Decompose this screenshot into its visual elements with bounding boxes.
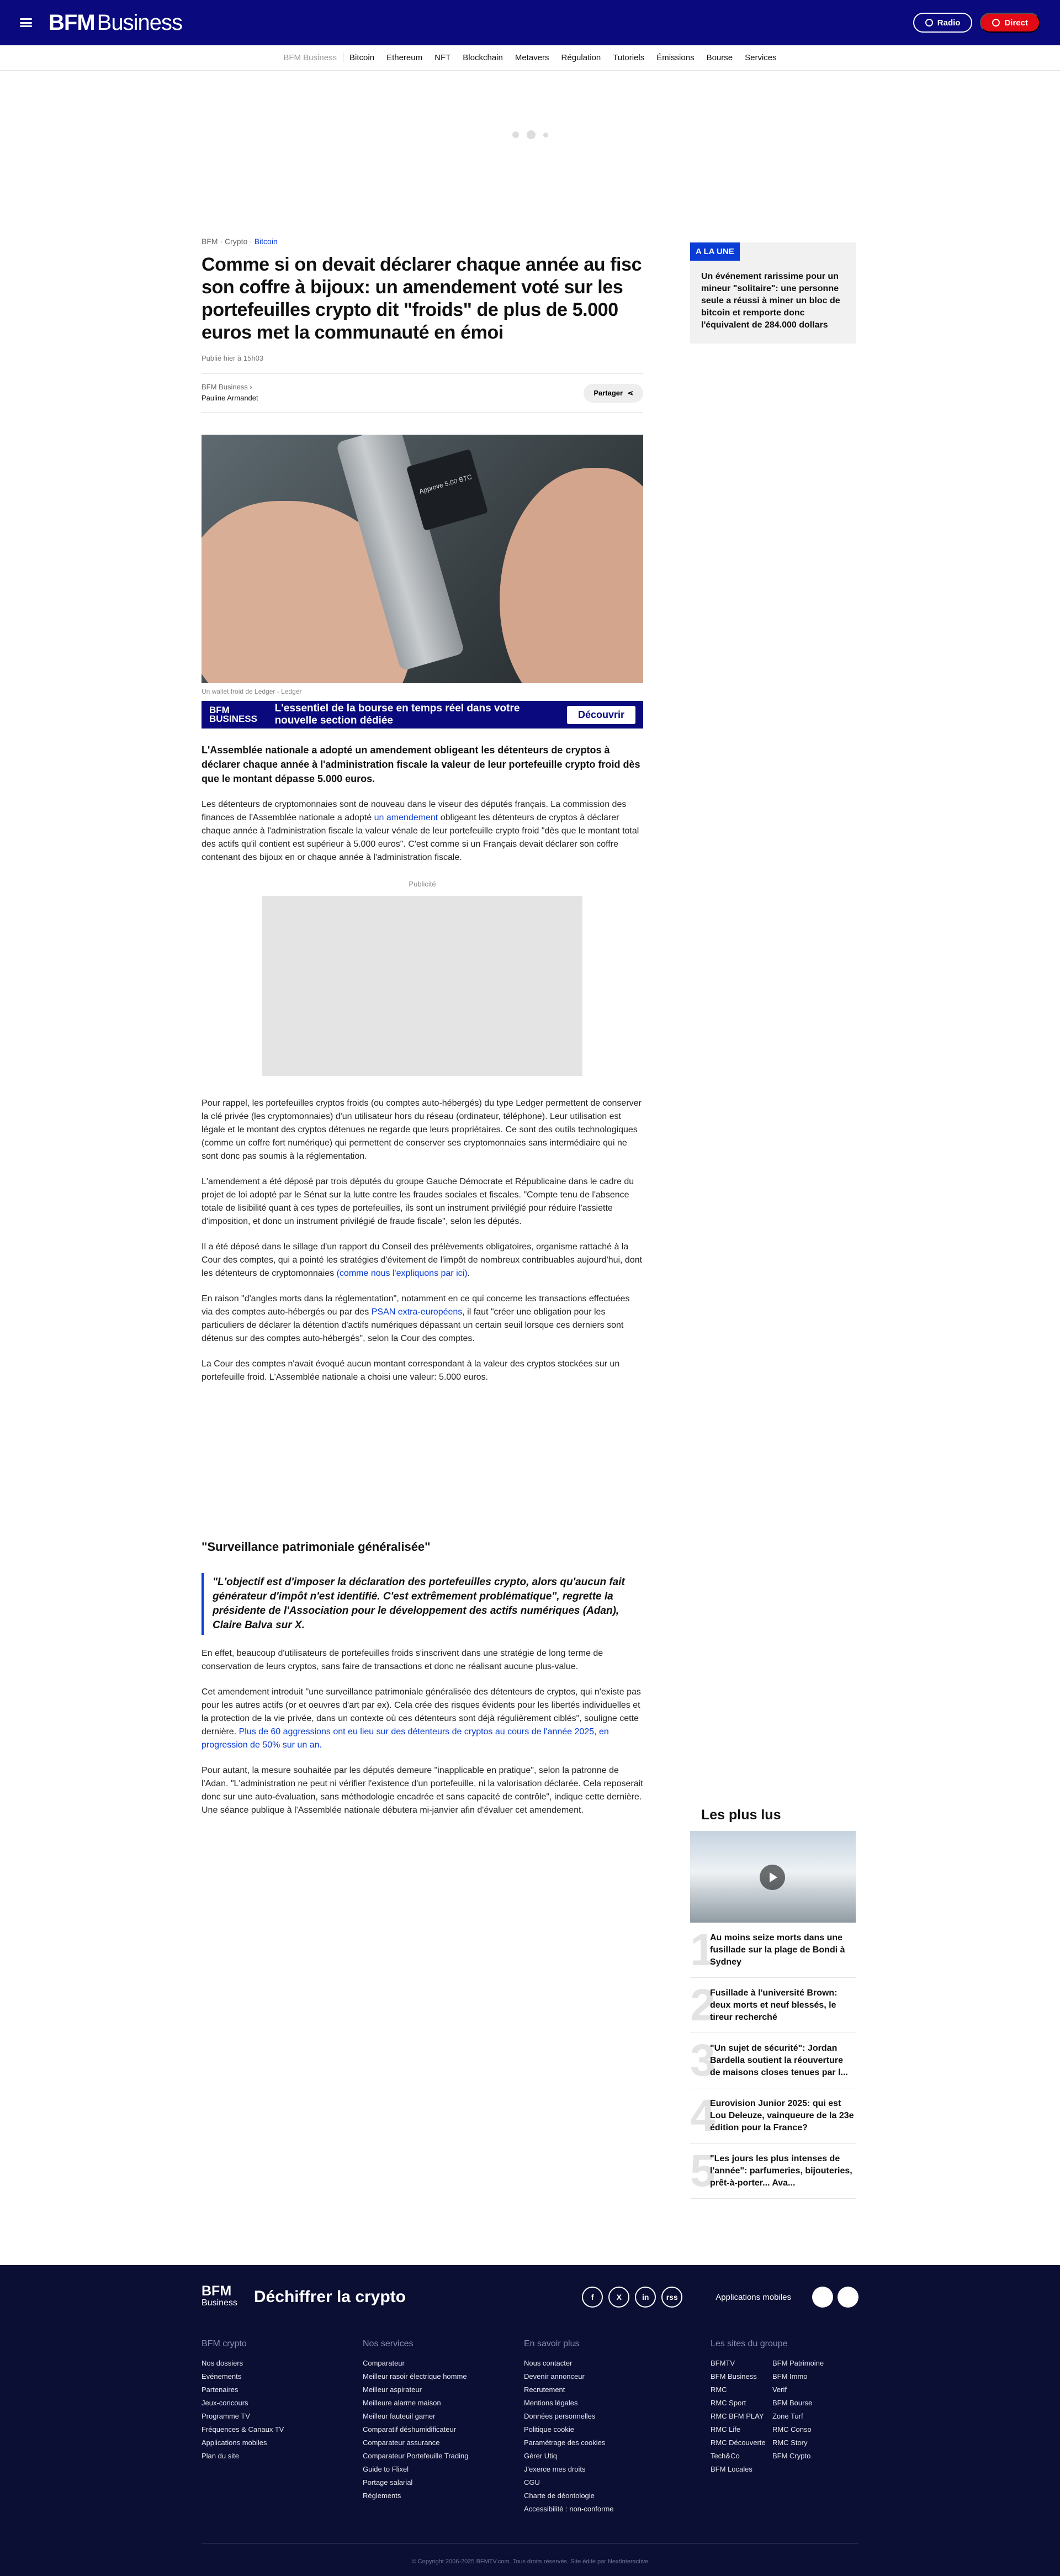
footer-links bbox=[711, 2357, 772, 2476]
headphones-icon bbox=[925, 19, 933, 27]
article-lead: L'Assemblée nationale a adopté un amendement obligeant les détenteurs de cryptos à déclarer chaque année à l'administration fiscale la valeur de leur portefeuille crypto froid dès que le montant dépasse 5.000 euros. bbox=[202, 745, 640, 784]
apps-label: Applications mobiles bbox=[716, 2292, 791, 2302]
site-footer bbox=[0, 2265, 1060, 2576]
footer-logo-business: Business bbox=[202, 2298, 237, 2308]
sidebar bbox=[690, 237, 856, 2199]
author-bar bbox=[202, 374, 643, 413]
text: Cet amendement introduit "une surveillance patrimoniale généralisée des détenteurs de cryptos, qui n'existe pas pour les autres actifs (or et oeuvres d'art par ex). Cela crée des risques évidents pour les libertés individuelles et la protection de la vie privée, dans un contexte où ces détenteurs sont déjà régulièrement ciblés", souligne cette dernière. bbox=[202, 1687, 641, 1736]
paragraph: La Cour des comptes n'avait évoqué aucun montant correspondant à la valeur des cryptos stockées sur un portefeuille froid. L'Assemblée nationale a choisi une valeur: 5.000 euros. bbox=[202, 1359, 620, 1382]
subnav-nft[interactable]: NFT bbox=[434, 53, 451, 62]
linkedin-icon[interactable]: in bbox=[635, 2287, 656, 2308]
discover-button[interactable]: Découvrir bbox=[567, 706, 635, 724]
list-item[interactable] bbox=[690, 2033, 856, 2088]
text: En raison "d'angles morts dans la réglementation", notamment en ce qui concerne les transactions effectuées via des comptes auto-hébergés ou par des bbox=[202, 1294, 630, 1317]
footer-col-title: Les sites du groupe bbox=[710, 2339, 788, 2348]
item-title: "Les jours les plus intenses de l'année": parfumeries, bijouteries, prêt-à-porter... Ava... bbox=[710, 2153, 852, 2188]
ad-slot[interactable] bbox=[262, 896, 582, 1076]
footer-links bbox=[202, 2357, 363, 2463]
list-item[interactable] bbox=[690, 1978, 856, 2033]
une-headline: Un événement rarissime pour un mineur "solitaire": une personne seule a réussi à miner un bloc de bitcoin et remporte donc l'équivalent de 284.000 dollars bbox=[701, 272, 840, 330]
footer-link[interactable]: Meilleure alarme maison bbox=[362, 2399, 441, 2407]
une-tag: A LA UNE bbox=[690, 242, 740, 261]
footer-link[interactable]: Evénements bbox=[202, 2372, 242, 2380]
most-read-title: Les plus lus bbox=[701, 1807, 781, 1823]
footer-link[interactable]: Gérer Utiq bbox=[523, 2452, 557, 2460]
header-actions bbox=[913, 13, 1040, 33]
footer-top bbox=[202, 2265, 858, 2314]
most-read-video[interactable] bbox=[690, 1831, 856, 1923]
footer-link[interactable]: BFMTV bbox=[710, 2359, 735, 2367]
rank-number: 2 bbox=[690, 1979, 716, 2030]
subnav-services[interactable]: Services bbox=[745, 53, 777, 62]
footer-logo[interactable] bbox=[202, 2285, 237, 2309]
footer-link[interactable]: BFM Immo bbox=[772, 2372, 808, 2380]
loader-dot bbox=[512, 131, 519, 138]
text: , il faut "créer une obligation pour les particuliers de déclarer la détention d'actifs numériques dépassant un certain seuil lorsque ces derniers sont détenus sur des comptes auto-hébergés", selon la Cour des comptes. bbox=[202, 1307, 624, 1343]
footer-link[interactable]: RMC Sport bbox=[710, 2399, 746, 2407]
amendment-link[interactable]: un amendement bbox=[374, 813, 438, 822]
breadcrumb-crypto[interactable]: Crypto bbox=[225, 237, 248, 246]
footer-link[interactable]: Nous contacter bbox=[523, 2359, 573, 2367]
item-title: Au moins seize morts dans une fusillade sur la plage de Bondi à Sydney bbox=[710, 1933, 845, 1967]
author-source[interactable]: BFM Business › bbox=[202, 383, 252, 391]
footer-link[interactable]: Comparateur Portefeuille Trading bbox=[362, 2452, 469, 2460]
footer-link[interactable]: Politique cookie bbox=[523, 2425, 575, 2434]
breadcrumb: BFM · Crypto · Bitcoin bbox=[202, 237, 278, 246]
footer-col-sites bbox=[711, 2339, 858, 2516]
item-title: Fusillade à l'université Brown: deux morts et neuf blessés, le tireur recherché bbox=[710, 1988, 838, 2022]
author-block bbox=[202, 383, 258, 403]
quote: "L'objectif est d'imposer la déclaration des portefeuilles crypto, alors qu'aucun fait générateur d'impôt n'est identifié. C'est extrêmement problématique", regrette la présidente de l'Association pour le développement des actifs numériques (Adan), Claire Balva sur X. bbox=[202, 1573, 643, 1635]
footer-link[interactable]: Jeux-concours bbox=[202, 2399, 248, 2407]
aggressions-link[interactable]: Plus de 60 aggressions ont eu lieu sur des détenteurs de cryptos au cours de l'année 2025, en progression de 50% sur un an. bbox=[202, 1727, 609, 1750]
radio-button[interactable] bbox=[913, 13, 973, 33]
breadcrumb-bitcoin[interactable]: Bitcoin bbox=[254, 237, 278, 246]
share-button[interactable] bbox=[584, 384, 643, 403]
subnav-blockchain[interactable]: Blockchain bbox=[463, 53, 503, 62]
footer-link[interactable]: J'exerce mes droits bbox=[523, 2465, 586, 2473]
paragraph: L'amendement a été déposé par trois députés du groupe Gauche Démocrate et Républicaine dans le cadre du projet de loi adopté par le Sénat sur la lutte contre les fraudes sociales et fiscales. "Compte tenu de l'absence totale de lisibilité quant à ces types de portefeuilles, ils sont un instrument privilégié pour réduire l'assiette d'imposition, et donc un instrument privilégié de fraude fiscale", selon les députés. bbox=[202, 1177, 634, 1226]
footer-link[interactable]: Comparateur assurance bbox=[362, 2438, 440, 2447]
footer-link[interactable]: Guide to Flixel bbox=[362, 2465, 409, 2473]
footer-link[interactable]: BFM Crypto bbox=[772, 2452, 811, 2460]
facebook-icon[interactable]: f bbox=[582, 2287, 603, 2308]
footer-links bbox=[524, 2357, 685, 2516]
footer-link[interactable]: Verif bbox=[772, 2385, 787, 2394]
footer-link[interactable]: Mentions légales bbox=[523, 2399, 578, 2407]
subnav-tutoriels[interactable]: Tutoriels bbox=[613, 53, 645, 62]
footer-col-services bbox=[363, 2339, 524, 2516]
paragraph: Pour autant, la mesure souhaitée par les députés demeure "inapplicable en pratique", selon la patronne de l'Adan. "L'administration ne peut ni vérifier l'existence d'un portefeuille, ni la valorisation déclarée. Cela reposerait donc sur une auto-évaluation, sans méthodologie encadrée et sans capacité de contrôle", indique cette dernière. Une séance publique à l'Assemblée nationale débutera mi-janvier afin d'évaluer cet amendement. bbox=[202, 1766, 643, 1815]
footer-link[interactable]: Données personnelles bbox=[523, 2412, 596, 2420]
share-icon: ⋖ bbox=[627, 388, 633, 397]
item-title: "Un sujet de sécurité": Jordan Bardella soutient la réouverture de maisons closes tenues par l... bbox=[710, 2043, 848, 2077]
most-read-list bbox=[690, 1923, 856, 2199]
page-layout bbox=[202, 237, 858, 2199]
footer-link[interactable]: BFM Locales bbox=[710, 2465, 752, 2473]
article-subtitle: "Surveillance patrimoniale généralisée" bbox=[202, 1540, 431, 1554]
ad-loader bbox=[0, 91, 1060, 179]
subnav-bfm-business[interactable]: BFM Business bbox=[277, 53, 343, 62]
footer-link[interactable]: Portage salarial bbox=[362, 2478, 413, 2487]
sub-navigation bbox=[0, 45, 1060, 71]
footer-link[interactable]: Charte de déontologie bbox=[523, 2491, 595, 2500]
subnav-bitcoin[interactable]: Bitcoin bbox=[349, 53, 375, 62]
footer-links bbox=[363, 2357, 524, 2503]
android-icon[interactable] bbox=[838, 2287, 858, 2308]
footer-col-title: Nos services bbox=[362, 2339, 414, 2348]
footer-link[interactable]: Plan du site bbox=[202, 2452, 239, 2460]
footer-link[interactable]: CGU bbox=[523, 2478, 540, 2487]
apple-icon[interactable] bbox=[812, 2287, 833, 2308]
footer-link[interactable]: BFM Bourse bbox=[772, 2399, 813, 2407]
footer-link[interactable]: Applications mobiles bbox=[202, 2438, 267, 2447]
footer-link[interactable]: Paramétrage des cookies bbox=[523, 2438, 606, 2447]
footer-logo-bfm: BFM bbox=[202, 2283, 232, 2299]
psan-link[interactable]: PSAN extra-européens bbox=[371, 1307, 463, 1317]
footer-link[interactable]: Zone Turf bbox=[772, 2412, 803, 2420]
device-screen: Approve 5.00 BTC bbox=[406, 449, 488, 531]
share-label: Partager bbox=[593, 389, 623, 397]
text: Les détenteurs de cryptomonnaies sont de nouveau dans le viseur des députés français. La commission des finances de l'Assemblée nationale a adopté bbox=[202, 800, 627, 822]
footer-link[interactable]: Partenaires bbox=[202, 2385, 239, 2394]
footer-link[interactable]: RMC Story bbox=[772, 2438, 808, 2447]
rank-number: 5 bbox=[690, 2145, 716, 2196]
copyright: © Copyright 2006-2025 BFMTV.com. Tous droits réservés. Site édité par NextInteractive bbox=[202, 2543, 858, 2565]
source-label: BFM Business bbox=[202, 383, 248, 391]
direct-button[interactable] bbox=[980, 13, 1040, 33]
footer-link[interactable]: Comparatif déshumidificateur bbox=[362, 2425, 457, 2434]
article-title: Comme si on devait déclarer chaque année au fisc son coffre à bijoux: un amendement voté sur les portefeuilles crypto dit "froids" de plus de 5.000 euros met la communauté en émoi bbox=[202, 254, 642, 343]
text: Il a été déposé dans le sillage d'un rapport du Conseil des prélèvements obligatoires, organisme rattaché à la Cour des comptes, qui a pointé les stratégies d'évitement de l'impôt de nombreux contribuables aujourd'hui, dont les détenteurs de cryptomonnaies bbox=[202, 1242, 643, 1278]
footer-link[interactable]: Meilleur aspirateur bbox=[362, 2385, 422, 2394]
rank-number: 1 bbox=[690, 1924, 716, 1975]
subnav-regulation[interactable]: Régulation bbox=[561, 53, 601, 62]
list-item[interactable] bbox=[690, 2144, 856, 2199]
ad-label: Publicité bbox=[409, 880, 436, 888]
footer-link[interactable]: Réglements bbox=[362, 2491, 401, 2500]
logo-bfm: BFM bbox=[49, 10, 95, 35]
paragraph bbox=[202, 1686, 643, 1752]
footer-link[interactable]: BFM Business bbox=[710, 2372, 757, 2380]
footer-col-title: En savoir plus bbox=[523, 2339, 580, 2348]
social-links bbox=[582, 2287, 682, 2308]
rank-number: 4 bbox=[690, 2090, 716, 2141]
footer-link[interactable]: Devenir annonceur bbox=[523, 2372, 585, 2380]
breadcrumb-bfm[interactable]: BFM bbox=[202, 237, 218, 246]
footer-link[interactable]: RMC Conso bbox=[772, 2425, 812, 2434]
most-read bbox=[690, 1807, 856, 2199]
une-card[interactable] bbox=[690, 242, 856, 344]
promo-logo: BFM BUSINESS bbox=[209, 705, 257, 724]
subnav-ethereum[interactable]: Ethereum bbox=[386, 53, 423, 62]
paragraph: Pour rappel, les portefeuilles cryptos froids (ou comptes auto-hébergés) du type Ledger permettent de conserver la clé privée (les cryptomonnaies) d'un utilisateur hors du réseau (ordinateur, téléphone). Leur utilisation est légale et le montant des cryptos détenues ne regarde que leurs propriétaires. Ce sont des outils technologiques (comme un coffre fort numérique) qui permettent de conserver ses cryptomonnaies sans intermédiaire qui ne sont donc pas soumis à la réglementation. bbox=[202, 1099, 642, 1161]
play-icon[interactable] bbox=[760, 1865, 785, 1890]
footer-link[interactable]: RMC bbox=[710, 2385, 727, 2394]
footer-link[interactable]: Meilleur rasoir électrique homme bbox=[362, 2372, 467, 2380]
footer-link[interactable]: RMC BFM PLAY bbox=[710, 2412, 764, 2420]
promo-text: L'essentiel de la bourse en temps réel dans votre nouvelle section dédiée bbox=[274, 703, 520, 726]
sites-grid bbox=[711, 2357, 858, 2476]
text: obligeant les détenteurs de cryptos à déclarer chaque année à l'administration fiscale la valeur vénale de leur portefeuille crypto froid "dès que le montant total des actifs qu'il contient est supérieur à 5.000 euros". C'est comme si un Français devait déclarer son coffre contenant des bijoux en or chaque année à l'administration fiscale. bbox=[202, 813, 639, 862]
footer-col-crypto bbox=[202, 2339, 363, 2516]
logo-business: Business bbox=[97, 10, 182, 35]
bourse-promo-banner[interactable] bbox=[202, 701, 643, 729]
text: . bbox=[467, 1269, 470, 1278]
footer-title: Déchiffrer la crypto bbox=[253, 2288, 406, 2306]
footer-col-title: BFM crypto bbox=[202, 2339, 247, 2348]
site-logo[interactable] bbox=[49, 10, 182, 35]
footer-link[interactable]: BFM Patrimoine bbox=[772, 2359, 824, 2367]
paragraph bbox=[202, 1241, 643, 1280]
article bbox=[202, 237, 643, 2199]
paragraph bbox=[202, 798, 643, 864]
empty-ad-space bbox=[202, 1384, 643, 1522]
loader-dot bbox=[527, 130, 536, 139]
loader-dot bbox=[543, 133, 548, 138]
menu-icon[interactable] bbox=[20, 18, 32, 27]
subnav-emissions[interactable]: Émissions bbox=[656, 53, 695, 62]
image-caption: Un wallet froid de Ledger - Ledger bbox=[202, 688, 302, 695]
paragraph bbox=[202, 1292, 643, 1345]
footer-link[interactable]: RMC Découverte bbox=[710, 2438, 766, 2447]
footer-link[interactable]: Recrutement bbox=[523, 2385, 565, 2394]
footer-link[interactable]: Comparateur bbox=[362, 2359, 405, 2367]
publish-date: Publié hier à 15h03 bbox=[202, 354, 643, 374]
list-item[interactable] bbox=[690, 1923, 856, 1978]
rss-icon[interactable]: rss bbox=[661, 2287, 682, 2308]
live-icon bbox=[992, 19, 1000, 27]
footer-link[interactable]: RMC Life bbox=[710, 2425, 741, 2434]
direct-label: Direct bbox=[1004, 18, 1028, 28]
subnav-bourse[interactable]: Bourse bbox=[706, 53, 733, 62]
author-name[interactable]: Pauline Armandet bbox=[202, 394, 258, 402]
footer-link[interactable]: Fréquences & Canaux TV bbox=[202, 2425, 284, 2434]
x-icon[interactable]: X bbox=[608, 2287, 629, 2308]
hand-shape bbox=[500, 468, 643, 683]
footer-inner bbox=[202, 2265, 858, 2565]
footer-link[interactable]: Nos dossiers bbox=[202, 2359, 243, 2367]
top-header bbox=[0, 0, 1060, 45]
rank-number: 3 bbox=[690, 2035, 716, 2086]
item-title: Eurovision Junior 2025: qui est Lou Deleuze, vainqueure de la 23e édition pour la France? bbox=[710, 2098, 854, 2132]
list-item[interactable] bbox=[690, 2088, 856, 2144]
subnav-metavers[interactable]: Metavers bbox=[515, 53, 549, 62]
footer-links bbox=[772, 2357, 834, 2476]
footer-link[interactable]: Accessibilité : non-conforme bbox=[523, 2505, 614, 2513]
paragraph: En effet, beaucoup d'utilisateurs de portefeuilles froids s'inscrivent dans une stratégie de long terme de conservation de leurs cryptos, sans faire de transactions et donc ne réalisant aucune plus-value. bbox=[202, 1649, 603, 1671]
article-image bbox=[202, 435, 643, 683]
radio-label: Radio bbox=[937, 18, 961, 28]
footer-link[interactable]: Meilleur fauteuil gamer bbox=[362, 2412, 436, 2420]
footer-link[interactable]: Programme TV bbox=[202, 2412, 250, 2420]
footer-col-more bbox=[524, 2339, 685, 2516]
explain-link[interactable]: (comme nous l'expliquons par ici) bbox=[336, 1269, 468, 1278]
footer-link[interactable]: Tech&Co bbox=[710, 2452, 740, 2460]
footer-columns bbox=[202, 2339, 858, 2516]
